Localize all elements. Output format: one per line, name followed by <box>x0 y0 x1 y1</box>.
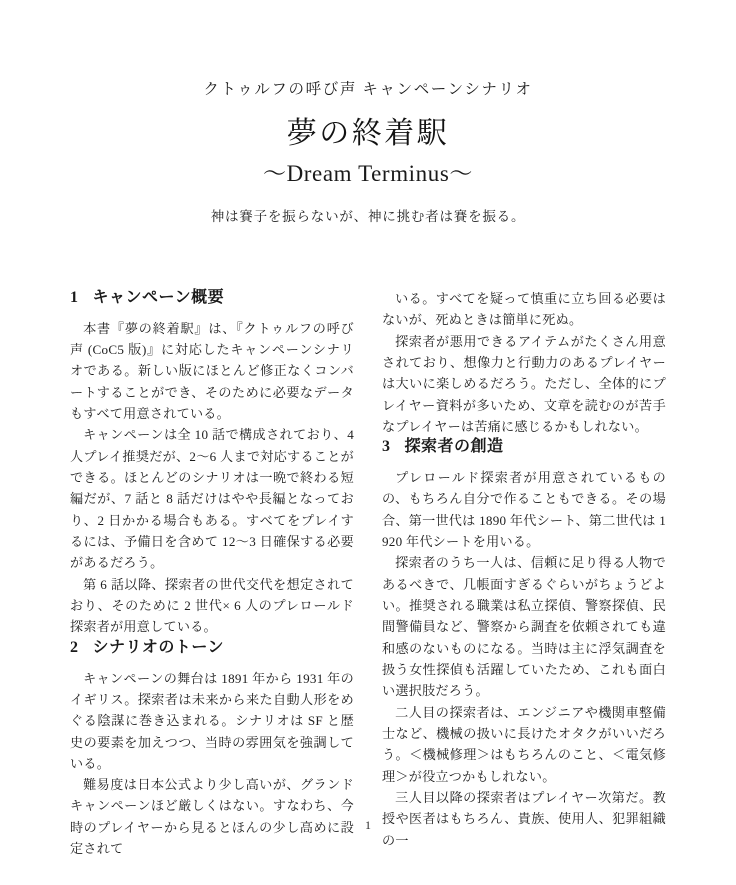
paragraph: 三人目以降の探索者はプレイヤー次第だ。教授や医者はもちろん、貴族、使用人、犯罪組織の一 <box>382 790 666 848</box>
document-epigraph: 神は賽子を振らないが、神に挑む者は賽を振る。 <box>210 209 526 224</box>
right-column <box>382 288 666 848</box>
left-column <box>70 288 354 857</box>
section-number: 2 <box>70 638 79 656</box>
body-columns <box>70 288 666 857</box>
paragraph: キャンペーンの舞台は 1891 年から 1931 年のイギリス。探索者は未来から来た自動人形をめぐる陰謀に巻き込まれる。シナリオは SF と歴史の要素を加えつつ、当時の雰囲気を強調している。 <box>70 670 354 771</box>
section-title: 探索者の創造 <box>404 438 504 456</box>
section-heading-3 <box>382 437 666 458</box>
paragraph: 二人目の探索者は、エンジニアや機関車整備士など、機械の扱いに長けたオタクがいいだろう。＜機械修理＞はもちろんのこと、＜電気修理＞が役立つかもしれない。 <box>382 704 666 784</box>
section-number: 1 <box>70 289 79 306</box>
paragraph: プレロールド探索者が用意されているものの、もちろん自分で作ることもできる。その場合、第一世代は 1890 年代シート、第二世代は 1920 年代シートを用いる。 <box>382 470 666 550</box>
title-block <box>70 78 666 189</box>
paragraph: 本書『夢の終着駅』は、『クトゥルフの呼び声 (CoC5 版)』に対応したキャンペーンシナリオである。新しい版にほとんど修正なくコンバートすることができ、そのために必要なデータもすべて用意されている。 <box>70 320 354 422</box>
section-number: 3 <box>382 438 391 456</box>
paragraph: キャンペーンは全 10 話で構成されており、4 人プレイ推奨だが、2〜6 人まで対応することができる。ほとんどのシナリオは一晩で終わる短編だが、7 話と 8 話だけはやや長編となっており、2 日かかる場合もある。すべてをプレイするには、予備日を含めて 12〜3 日確保する必要があるだろう。 <box>70 427 354 571</box>
paragraph: 探索者が悪用できるアイテムがたくさん用意されており、想像力と行動力のあるプレイヤーは大いに楽しめるだろう。ただし、全体的にプレイヤー資料が多いため、文章を読むのが苦手なプレイヤーは苦痛に感じるかもしれない。 <box>382 333 666 434</box>
section-title: シナリオのトーン <box>92 638 225 656</box>
paragraph: 探索者のうち一人は、信頼に足り得る人物であるべきで、几帳面すぎるぐらいがちょうどよい。推奨される職業は私立探偵、警察探偵、民間警備員など、警察から調査を依頼されても違和感のないものになる。当時は主に浮気調査を扱う女性探偵も活躍していたため、これも面白い選択肢だろう。 <box>382 555 666 699</box>
section-heading-1 <box>70 288 354 309</box>
paragraph: 難易度は日本公式より少し高いが、グランドキャンペーンほど厳しくはない。すなわち、今時のプレイヤーから見るとほんの少し高めに設定されて <box>70 777 354 857</box>
document-subtitle: 〜Dream Terminus〜 <box>262 160 474 186</box>
document-supertitle: クトゥルフの呼び声 キャンペーンシナリオ <box>203 81 533 98</box>
document-title: 夢の終着駅 <box>286 117 450 151</box>
section-heading-2 <box>70 638 354 659</box>
paragraph: 第 6 話以降、探索者の世代交代を想定されており、そのために 2 世代× 6 人のプレロールド探索者が用意している。 <box>70 576 354 635</box>
page-number: 1 <box>365 818 371 832</box>
section-title: キャンペーン概要 <box>92 289 225 306</box>
paragraph: いる。すべてを疑って慎重に立ち回る必要はないが、死ぬときは簡単に死ぬ。 <box>382 291 666 328</box>
